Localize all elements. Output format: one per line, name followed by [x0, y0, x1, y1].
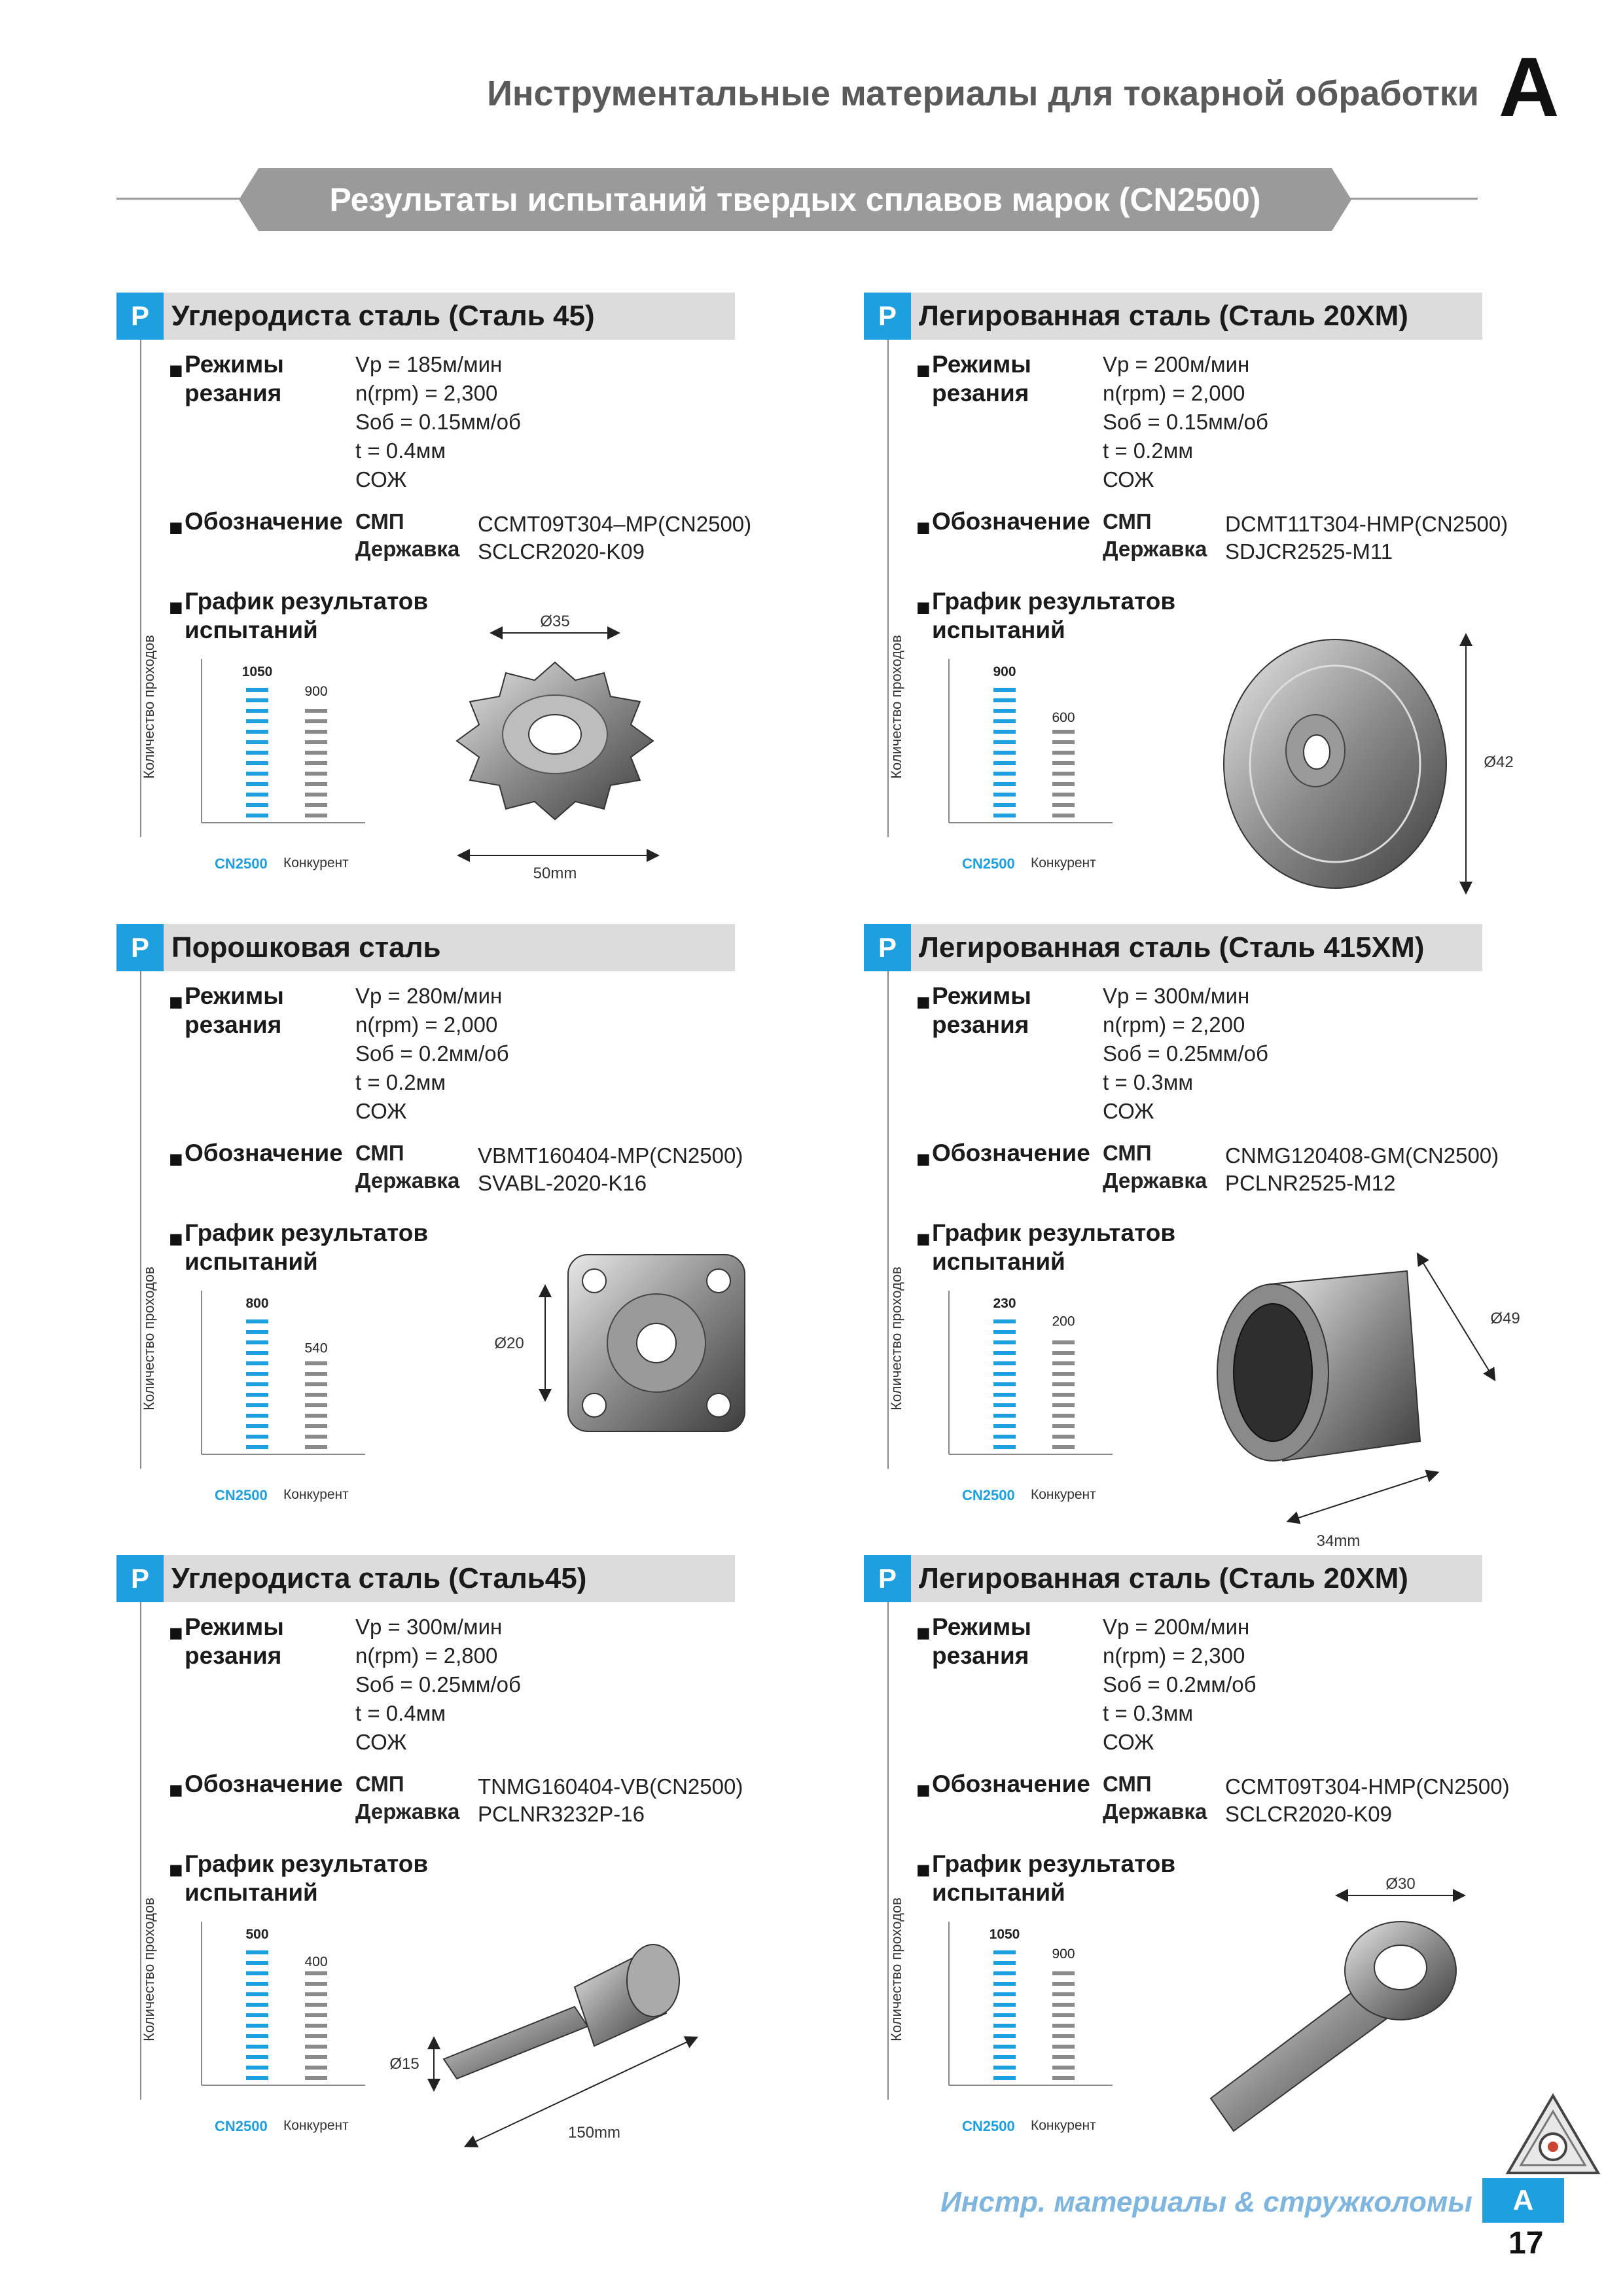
speed-value: Vp = 280м/мин [355, 984, 503, 1008]
bar-cn2500 [246, 1319, 268, 1449]
rpm-value: n(rpm) = 2,000 [355, 1013, 498, 1037]
dimension-line [1420, 1258, 1492, 1376]
bullet-icon: ■ [916, 514, 931, 541]
insert-code: VBMT160404-MP(CN2500) [478, 1143, 743, 1168]
rodend-part-icon [1211, 1922, 1456, 2131]
depth-value: t = 0.3мм [1103, 1701, 1194, 1725]
modes-label: Режимы [932, 351, 1031, 378]
insert-logo-icon [1504, 2092, 1602, 2177]
x-label-competitor: Конкурент [1031, 2118, 1096, 2133]
chart-label-2: испытаний [185, 1879, 318, 1906]
holder-label: Державка [355, 1168, 460, 1193]
part-drawing [1171, 613, 1538, 888]
data-label: 900 [304, 684, 328, 699]
feed-value: Sоб = 0.2мм/об [355, 1041, 509, 1066]
feed-value: Sоб = 0.15мм/об [355, 410, 521, 434]
page-number: 17 [1508, 2226, 1544, 2261]
insert-code: TNMG160404-VB(CN2500) [478, 1774, 743, 1799]
insert-label: СМП [355, 1141, 404, 1165]
feed-value: Sоб = 0.15мм/об [1103, 410, 1268, 434]
page-title: Инструментальные материалы для токарной обработки [487, 74, 1479, 113]
bar-chart [936, 1922, 1119, 2111]
section-letter: A [1499, 41, 1560, 134]
y-axis-label: Количество проходов [141, 1897, 157, 2041]
bullet-icon: ■ [916, 988, 931, 1015]
data-label: 400 [304, 1954, 328, 1969]
modes-label-2: резания [932, 1642, 1029, 1669]
speed-value: Vp = 300м/мин [1103, 984, 1250, 1008]
shaft-part-icon [444, 1945, 679, 2079]
bar-competitor [305, 709, 327, 817]
chart-label-2: испытаний [932, 1879, 1065, 1906]
test-card [116, 293, 804, 882]
bushing-part-icon [1217, 1271, 1420, 1461]
footer-caption: Инстр. материалы & стружколомы [940, 2186, 1472, 2218]
test-card [864, 1555, 1551, 2144]
y-axis-label: Количество проходов [888, 1897, 904, 2041]
modes-label: Режимы [932, 1613, 1031, 1640]
category-badge: P [116, 1555, 164, 1602]
gear-part-icon [457, 662, 653, 819]
x-label-cn2500: CN2500 [962, 1487, 1015, 1503]
data-label: 900 [1052, 1946, 1075, 1962]
insert-code: CNMG120408-GM(CN2500) [1225, 1143, 1499, 1168]
bullet-icon: ■ [169, 1856, 183, 1883]
insert-label: СМП [355, 509, 404, 533]
dimension-label: Ø49 [1490, 1310, 1520, 1327]
x-label-competitor: Конкурент [283, 2118, 349, 2133]
dimension-label: Ø35 [540, 613, 570, 630]
modes-label-2: резания [185, 380, 282, 406]
dimension-label: Ø15 [389, 2055, 419, 2073]
modes-label-2: резания [932, 1011, 1029, 1038]
holder-code: PCLNR2525-M12 [1225, 1171, 1396, 1195]
bullet-icon: ■ [169, 988, 183, 1015]
data-label: 500 [245, 1927, 269, 1942]
x-label-cn2500: CN2500 [962, 855, 1015, 872]
bullet-icon: ■ [169, 594, 183, 620]
chart-label-2: испытаний [932, 617, 1065, 643]
insert-label: СМП [355, 1772, 404, 1796]
modes-label: Режимы [185, 351, 284, 378]
category-badge: P [864, 293, 911, 340]
chart-label: График результатов [932, 588, 1176, 615]
card-title: Порошковая сталь [171, 931, 441, 963]
insert-code: DCMT11T304-HMP(CN2500) [1225, 512, 1508, 536]
modes-label-2: резания [932, 380, 1029, 406]
bullet-icon: ■ [169, 357, 183, 384]
bullet-icon: ■ [916, 1225, 931, 1252]
coolant-value: СОЖ [355, 1730, 407, 1754]
holder-label: Державка [355, 1799, 460, 1823]
bar-cn2500 [993, 1319, 1016, 1449]
chart-label: График результатов [185, 1850, 429, 1877]
chart-label-2: испытаний [185, 617, 318, 643]
insert-label: СМП [1103, 1141, 1152, 1165]
bullet-icon: ■ [916, 1776, 931, 1803]
card-title: Углеродиста сталь (Сталь 45) [171, 300, 595, 332]
bar-competitor [305, 1361, 327, 1449]
bar-competitor [1052, 1971, 1075, 2080]
bullet-icon: ■ [169, 1619, 183, 1646]
test-card [116, 924, 804, 1513]
feed-value: Sоб = 0.25мм/об [355, 1672, 521, 1696]
data-label: 900 [993, 664, 1016, 679]
bar-cn2500 [993, 1950, 1016, 2080]
x-label-cn2500: CN2500 [215, 2118, 268, 2134]
speed-value: Vp = 200м/мин [1103, 352, 1250, 376]
bullet-icon: ■ [916, 357, 931, 384]
card-title: Углеродиста сталь (Сталь45) [171, 1562, 587, 1594]
depth-value: t = 0.4мм [355, 1701, 446, 1725]
speed-value: Vp = 300м/мин [355, 1615, 503, 1639]
bar-chart [188, 1291, 372, 1480]
coolant-value: СОЖ [355, 467, 407, 492]
depth-value: t = 0.2мм [1103, 439, 1194, 463]
data-label: 200 [1052, 1314, 1075, 1329]
y-axis-label: Количество проходов [141, 1266, 157, 1410]
bullet-icon: ■ [916, 1619, 931, 1646]
bar-chart [936, 1291, 1119, 1480]
bar-cn2500 [993, 688, 1016, 817]
designation-label: Обозначение [185, 1770, 343, 1797]
coolant-value: СОЖ [355, 1099, 407, 1123]
modes-label-2: резания [185, 1011, 282, 1038]
designation-label: Обозначение [932, 508, 1090, 535]
bar-chart [188, 659, 372, 849]
x-label-competitor: Конкурент [1031, 1487, 1096, 1502]
insert-label: СМП [1103, 1772, 1152, 1796]
coolant-value: СОЖ [1103, 1730, 1154, 1754]
x-label-cn2500: CN2500 [215, 1487, 268, 1503]
x-label-cn2500: CN2500 [962, 2118, 1015, 2134]
y-axis-label: Количество проходов [141, 635, 157, 779]
feed-value: Sоб = 0.25мм/об [1103, 1041, 1268, 1066]
x-label-cn2500: CN2500 [215, 855, 268, 872]
modes-label: Режимы [185, 982, 284, 1009]
rpm-value: n(rpm) = 2,800 [355, 1643, 498, 1668]
data-label: 1050 [989, 1927, 1020, 1942]
depth-value: t = 0.3мм [1103, 1070, 1194, 1094]
bullet-icon: ■ [916, 1856, 931, 1883]
data-label: 1050 [241, 664, 273, 679]
modes-label-2: резания [185, 1642, 282, 1669]
dimension-label: Ø42 [1484, 753, 1514, 771]
data-label: 800 [245, 1296, 269, 1311]
footer-section-letter: A [1482, 2178, 1564, 2223]
designation-label: Обозначение [185, 1139, 343, 1166]
bar-cn2500 [246, 688, 268, 817]
y-axis-label: Количество проходов [888, 635, 904, 779]
holder-code: SCLCR2020-K09 [478, 539, 645, 564]
designation-label: Обозначение [932, 1139, 1090, 1166]
bar-competitor [305, 1971, 327, 2080]
chart-label: График результатов [185, 588, 429, 615]
dimension-line [1293, 1474, 1433, 1520]
insert-code: CCMT09T304–MP(CN2500) [478, 512, 752, 536]
chart-label-2: испытаний [185, 1248, 318, 1275]
bullet-icon: ■ [169, 1145, 183, 1172]
test-card [864, 924, 1551, 1550]
data-label: 230 [993, 1296, 1016, 1311]
card-title: Легированная сталь (Сталь 20ХМ) [919, 1562, 1408, 1594]
holder-code: SDJCR2525-M11 [1225, 539, 1393, 564]
bar-cn2500 [246, 1950, 268, 2080]
flange-part-icon [568, 1255, 745, 1431]
x-label-competitor: Конкурент [1031, 855, 1096, 870]
feed-value: Sоб = 0.2мм/об [1103, 1672, 1257, 1696]
bar-chart [936, 659, 1119, 849]
designation-label: Обозначение [932, 1770, 1090, 1797]
chart-label: График результатов [932, 1850, 1176, 1877]
rpm-value: n(rpm) = 2,200 [1103, 1013, 1245, 1037]
modes-label: Режимы [185, 1613, 284, 1640]
holder-code: SCLCR2020-K09 [1225, 1802, 1392, 1826]
test-card [116, 1555, 804, 2144]
holder-code: SVABL-2020-K16 [478, 1171, 647, 1195]
data-label: 540 [304, 1340, 328, 1356]
coolant-value: СОЖ [1103, 1099, 1154, 1123]
bullet-icon: ■ [916, 594, 931, 620]
dimension-label: 150mm [567, 2124, 621, 2142]
depth-value: t = 0.2мм [355, 1070, 446, 1094]
speed-value: Vp = 200м/мин [1103, 1615, 1250, 1639]
chart-label: График результатов [185, 1219, 429, 1246]
x-label-competitor: Конкурент [283, 1487, 349, 1502]
holder-label: Державка [1103, 1168, 1207, 1193]
part-drawing [1171, 1876, 1538, 2151]
chart-label-2: испытаний [932, 1248, 1065, 1275]
bar-competitor [1052, 1340, 1075, 1449]
part-drawing [1171, 1245, 1538, 1550]
rpm-value: n(rpm) = 2,300 [355, 381, 498, 405]
chart-label: График результатов [932, 1219, 1176, 1246]
dimension-label: Ø30 [1385, 1875, 1416, 1893]
holder-label: Державка [1103, 1799, 1207, 1823]
depth-value: t = 0.4мм [355, 439, 446, 463]
speed-value: Vp = 185м/мин [355, 352, 503, 376]
designation-label: Обозначение [185, 508, 343, 535]
category-badge: P [116, 293, 164, 340]
modes-label: Режимы [932, 982, 1031, 1009]
rpm-value: n(rpm) = 2,000 [1103, 381, 1245, 405]
bullet-icon: ■ [916, 1145, 931, 1172]
card-title: Легированная сталь (Сталь 20ХМ) [919, 300, 1408, 332]
bullet-icon: ■ [169, 514, 183, 541]
y-axis-label: Количество проходов [888, 1266, 904, 1410]
category-badge: P [864, 1555, 911, 1602]
part-drawing [424, 1245, 791, 1520]
insert-code: CCMT09T304-HMP(CN2500) [1225, 1774, 1510, 1799]
holder-label: Державка [1103, 537, 1207, 561]
dimension-label: 34mm [1316, 1532, 1361, 1550]
rpm-value: n(rpm) = 2,300 [1103, 1643, 1245, 1668]
category-badge: P [116, 924, 164, 971]
banner-title: Результаты испытаний твердых сплавов марок (CN2500) [329, 181, 1261, 218]
dimension-label: Ø20 [494, 1335, 524, 1352]
bar-competitor [1052, 730, 1075, 817]
bullet-icon: ■ [169, 1776, 183, 1803]
data-label: 600 [1052, 710, 1075, 725]
category-badge: P [864, 924, 911, 971]
holder-label: Державка [355, 537, 460, 561]
insert-label: СМП [1103, 509, 1152, 533]
holder-code: PCLNR3232P-16 [478, 1802, 645, 1826]
card-title: Легированная сталь (Сталь 415ХМ) [919, 931, 1425, 963]
part-drawing [424, 613, 791, 888]
disc-part-icon [1224, 639, 1446, 888]
bullet-icon: ■ [169, 1225, 183, 1252]
dimension-label: 50mm [533, 865, 577, 882]
x-label-competitor: Конкурент [283, 855, 349, 870]
part-drawing [389, 1876, 791, 2151]
test-card [864, 293, 1551, 882]
coolant-value: СОЖ [1103, 467, 1154, 492]
bar-chart [188, 1922, 372, 2111]
